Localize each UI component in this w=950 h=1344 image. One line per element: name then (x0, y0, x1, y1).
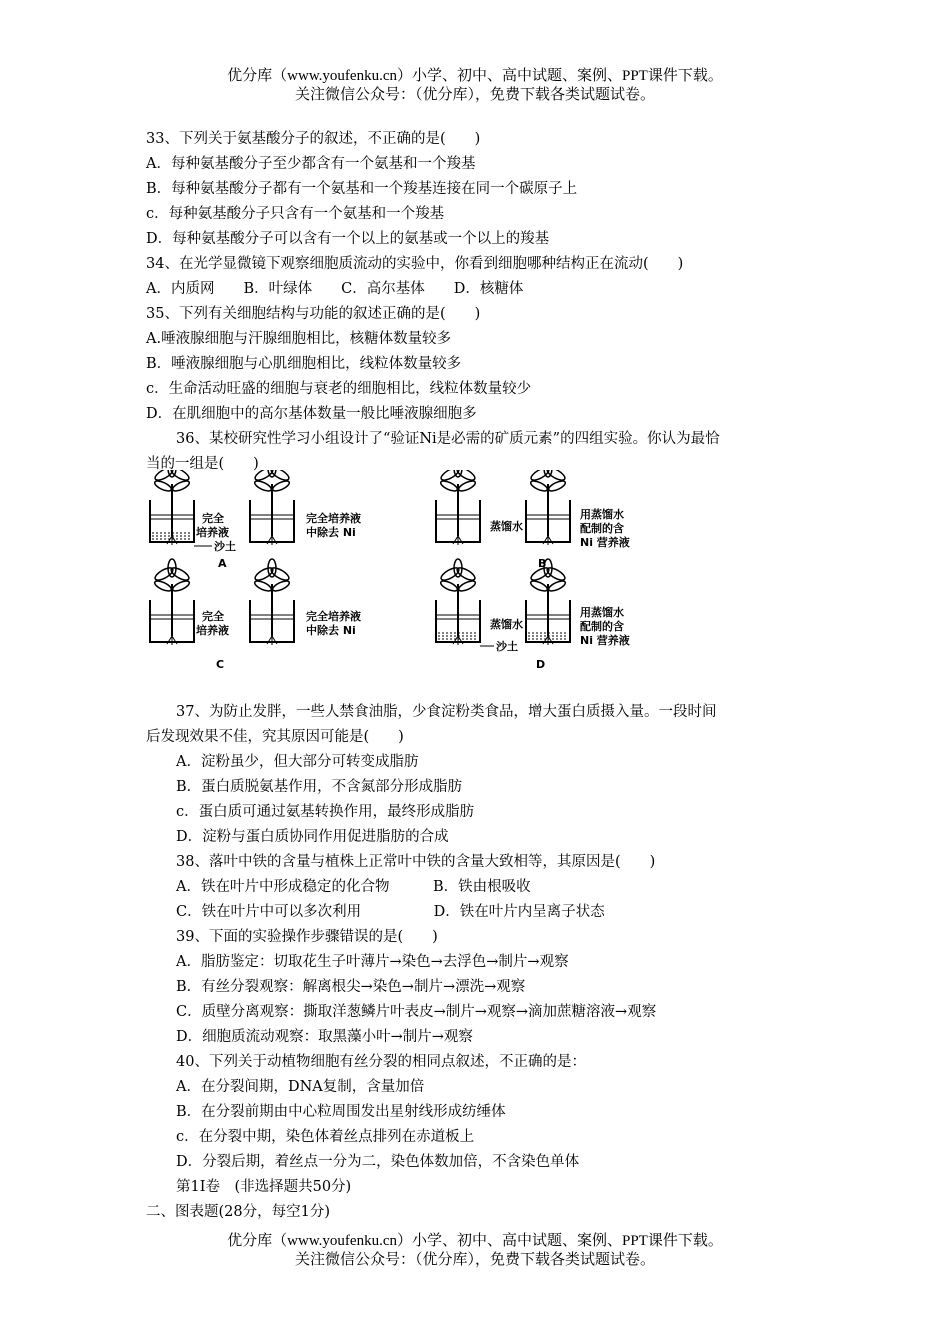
c-right-label-1: 完全培养液 (306, 610, 361, 623)
q38-options-cd: C．铁在叶片中可以多次利用 D．铁在叶片内呈离子状态 (176, 904, 605, 920)
q35-option-d: D．在肌细胞中的高尔基体数量一般比唾液腺细胞多 (146, 406, 477, 422)
q33-option-a: A．每种氨基酸分子至少都含有一个氨基和一个羧基 (146, 156, 476, 172)
q33-option-c: c．每种氨基酸分子只含有一个氨基和一个羧基 (146, 206, 445, 222)
header-line-1: 优分库（www.youfenku.cn）小学、初中、高中试题、案例、PPT课件下载。 (227, 68, 723, 84)
q37-stem-line-2: 后发现效果不佳，究其原因可能是( ) (146, 729, 404, 745)
a-right-label-2: 中除去 Ni (306, 526, 356, 539)
c-letter: C (216, 658, 225, 671)
setup-a (150, 470, 361, 570)
q36-experiment-figure (140, 470, 650, 685)
a-letter: A (218, 557, 227, 570)
q36-stem-line-1: 36、某校研究性学习小组设计了“验证Ni是必需的矿质元素”的四组实验。你认为最恰 (176, 431, 720, 447)
q40-option-c: c．在分裂中期，染色体着丝点排列在赤道板上 (176, 1129, 475, 1145)
b-letter: B (538, 557, 547, 570)
c-right-label-2: 中除去 Ni (306, 624, 356, 637)
a-soil-label: 沙土 (214, 540, 236, 553)
a-left-label-1: 完全 (202, 512, 224, 525)
q33-option-d: D．每种氨基酸分子可以含有一个以上的氨基或一个以上的羧基 (146, 231, 550, 247)
q35-option-b: B．唾液腺细胞与心肌细胞相比，线粒体数量较多 (146, 356, 462, 372)
b-right-label-1: 用蒸馏水 (580, 508, 624, 521)
d-soil-label: 沙土 (496, 640, 518, 653)
q33-stem: 33、下列关于氨基酸分子的叙述，不正确的是( ) (146, 131, 481, 147)
q37-option-b: B．蛋白质脱氨基作用，不含氮部分形成脂肪 (176, 779, 463, 795)
q40-option-a: A．在分裂间期，DNA复制，含量加倍 (176, 1079, 425, 1095)
q34-options: A．内质网 B．叶绿体 C．高尔基体 D．核糖体 (146, 281, 524, 297)
setup-d (436, 559, 630, 671)
b-left-label: 蒸馏水 (490, 520, 523, 533)
q37-stem-line-1: 37、为防止发胖，一些人禁食油脂，少食淀粉类食品，增大蛋白质摄入量。一段时间 (176, 704, 717, 720)
q35-stem: 35、下列有关细胞结构与功能的叙述正确的是( ) (146, 306, 481, 322)
section-title: 二、图表题(28分，每空1分) (146, 1204, 330, 1220)
d-letter: D (536, 658, 546, 671)
b-right-label-2: 配制的含 (580, 522, 624, 535)
a-left-label-2: 培养液 (196, 526, 229, 539)
q37-option-a: A．淀粉虽少，但大部分可转变成脂肪 (176, 754, 419, 770)
q36-stem-line-2: 当的一组是( ) (146, 456, 259, 472)
q38-options-ab: A．铁在叶片中形成稳定的化合物 B．铁由根吸收 (176, 879, 531, 895)
q33-option-b: B．每种氨基酸分子都有一个氨基和一个羧基连接在同一个碳原子上 (146, 181, 578, 197)
q35-option-c: c．生命活动旺盛的细胞与衰老的细胞相比，线粒体数量较少 (146, 381, 532, 397)
footer-line-1: 优分库（www.youfenku.cn）小学、初中、高中试题、案例、PPT课件下载。 (227, 1233, 723, 1249)
footer-line-2: 关注微信公众号：（优分库），免费下载各类试题试卷。 (294, 1252, 655, 1268)
d-left-label: 蒸馏水 (490, 618, 523, 631)
d-right-label-3: Ni 营养液 (580, 634, 630, 647)
b-right-label-3: Ni 营养液 (580, 536, 630, 549)
q39-option-d: D．细胞质流动观察：取黑藻小叶→制片→观察 (176, 1029, 473, 1045)
c-left-label-1: 完全 (202, 610, 224, 623)
q40-stem: 40、下列关于动植物细胞有丝分裂的相同点叙述，不正确的是： (176, 1054, 586, 1070)
q39-option-c: C．质壁分离观察：撕取洋葱鳞片叶表皮→制片→观察→滴加蔗糖溶液→观察 (176, 1004, 657, 1020)
q39-option-b: B．有丝分裂观察：解离根尖→染色→制片→漂洗→观察 (176, 979, 526, 995)
q39-option-a: A．脂肪鉴定：切取花生子叶薄片→染色→去浮色→制片→观察 (176, 954, 569, 970)
q35-option-a: A.唾液腺细胞与汗腺细胞相比，核糖体数量较多 (146, 331, 452, 347)
q39-stem: 39、下面的实验操作步骤错误的是( ) (176, 929, 438, 945)
q40-option-d: D．分裂后期，着丝点一分为二，染色体数加倍，不含染色单体 (176, 1154, 580, 1170)
setup-c (150, 559, 361, 671)
q37-option-d: D．淀粉与蛋白质协同作用促进脂肪的合成 (176, 829, 449, 845)
setup-b (436, 470, 630, 570)
q37-option-c: c．蛋白质可通过氨基转换作用，最终形成脂肪 (176, 804, 475, 820)
q34-stem: 34、在光学显微镜下观察细胞质流动的实验中，你看到细胞哪种结构正在流动( ) (146, 256, 684, 272)
part-two-heading: 第1I卷 (非选择题共50分) (176, 1179, 352, 1195)
q40-option-b: B．在分裂前期由中心粒周围发出星射线形成纺缍体 (176, 1104, 506, 1120)
header-line-2: 关注微信公众号：（优分库），免费下载各类试题试卷。 (294, 87, 655, 103)
d-right-label-1: 用蒸馏水 (580, 606, 624, 619)
d-right-label-2: 配制的含 (580, 620, 624, 633)
c-left-label-2: 培养液 (196, 624, 229, 637)
q38-stem: 38、落叶中铁的含量与植株上正常叶中铁的含量大致相等，其原因是( ) (176, 854, 656, 870)
a-right-label-1: 完全培养液 (306, 512, 361, 525)
